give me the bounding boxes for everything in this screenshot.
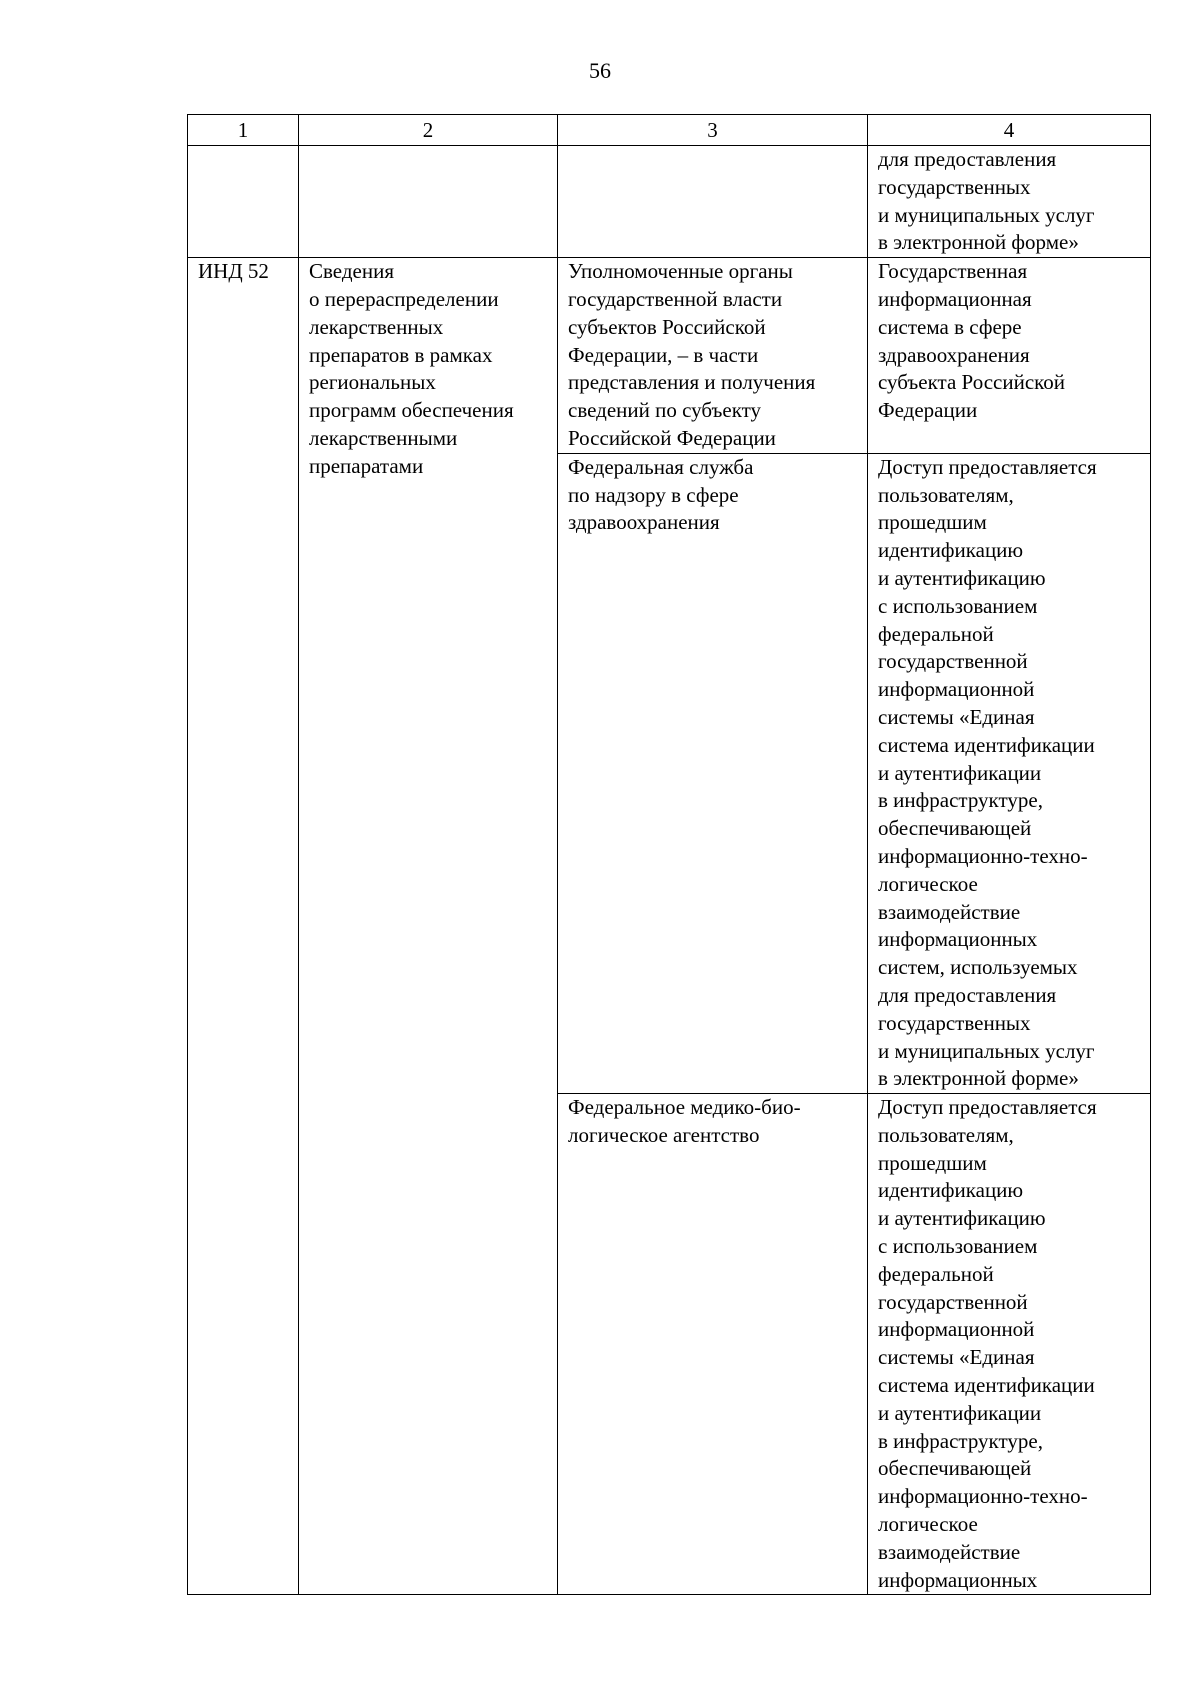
continuation-cell-4: для предоставления государственных и муниципальных услуг в электронной форме» [868,146,1151,258]
continuation-row [188,146,1151,258]
access-source: Государственная информационная система в сфере здравоохранения субъекта Российской Федерации [868,258,1151,454]
table-header-row [188,115,1151,146]
table-row [188,258,1151,454]
column-header-1: 1 [188,115,299,146]
column-header-4: 4 [868,115,1151,146]
access-source: Доступ предоставляется пользователям, прошедшим идентификацию и аутентификацию с использованием федеральной государственной информационной системы «Единая система идентификации и аутентификации в инфраструктуре, обеспечивающей информационно-техно- логическое взаимодействие информационных [868,1094,1151,1595]
access-subject: Федеральная служба по надзору в сфере здравоохранения [558,453,868,1093]
continuation-cell-2 [299,146,558,258]
continuation-cell-1 [188,146,299,258]
document-table [187,114,1151,1595]
access-subject: Федеральное медико-био- логическое агентство [558,1094,868,1595]
indicator-id: ИНД 52 [188,258,299,1595]
access-source: Доступ предоставляется пользователям, прошедшим идентификацию и аутентификацию с использованием федеральной государственной информационной системы «Единая система идентификации и аутентификации в инфраструктуре, обеспечивающей информационно-техно- логическое взаимодействие информационных систем, используемых для предоставления государственных и муниципальных услуг в электронной форме» [868,453,1151,1093]
indicator-name: Сведения о перераспределении лекарственных препаратов в рамках региональных программ обеспечения лекарственными препаратами [299,258,558,1595]
column-header-2: 2 [299,115,558,146]
access-subject: Уполномоченные органы государственной власти субъектов Российской Федерации, – в части представления и получения сведений по субъекту Российской Федерации [558,258,868,454]
continuation-cell-3 [558,146,868,258]
column-header-3: 3 [558,115,868,146]
page-number: 56 [589,58,611,83]
